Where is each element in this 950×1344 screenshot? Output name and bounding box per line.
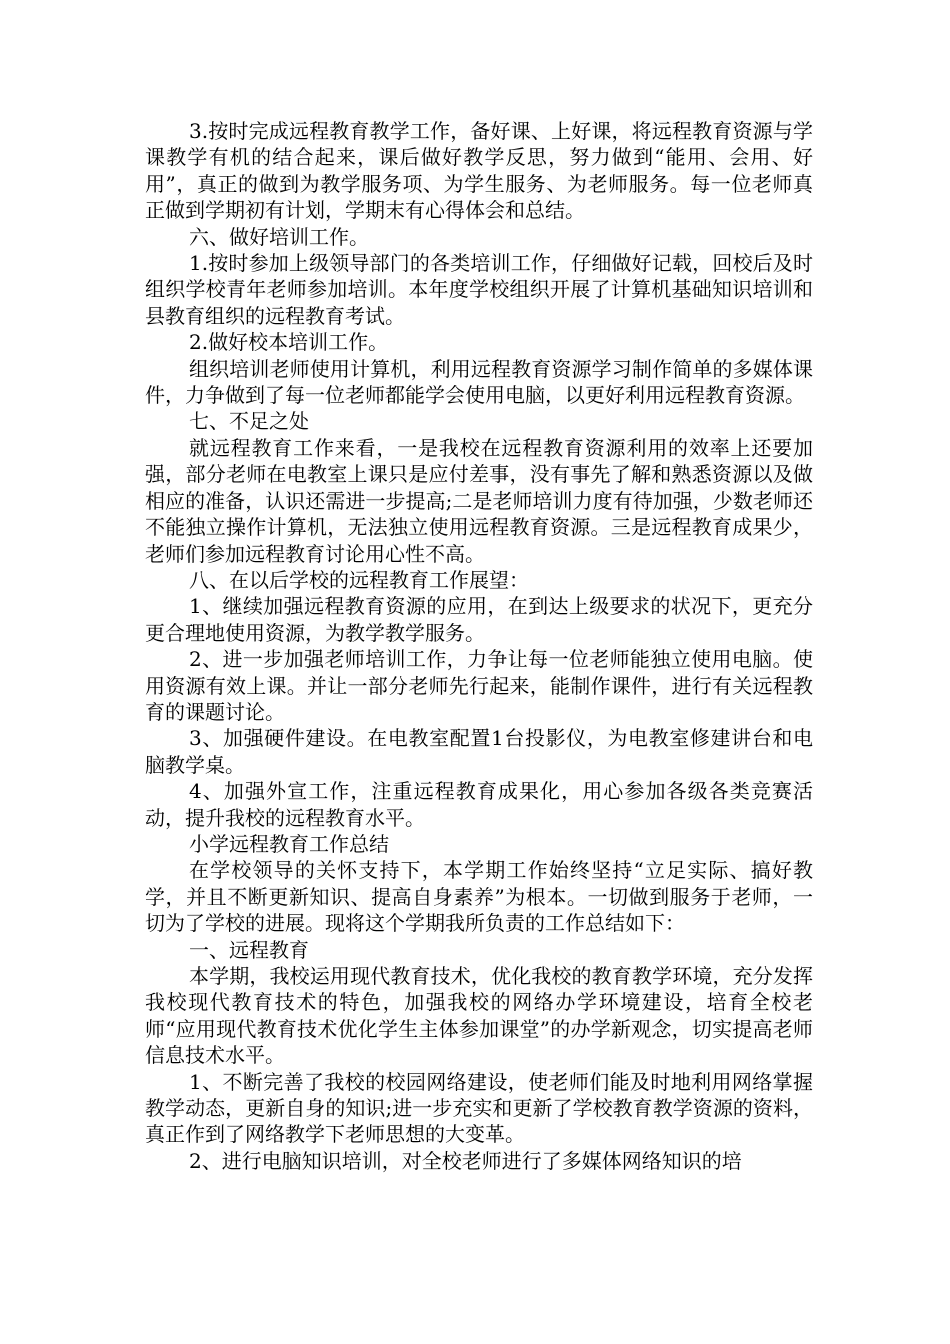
paragraph-school-training: 2.做好校本培训工作。: [189, 330, 389, 355]
document-page: [145, 118, 813, 1174]
paragraph-this-semester: 本学期，我校运用现代教育技术，优化我校的教育教学环境，充分发挥我校现代教育技术的特色，加强我校的网络办学环境建设，培育全校老师“应用现代教育技术优化学生主体参加课堂”的办学新观念，切实提高老师信息技术水平。: [145, 964, 813, 1068]
heading-shortcomings: 七、不足之处: [189, 409, 309, 434]
heading-training-work: 六、做好培训工作。: [189, 224, 369, 249]
paragraph-network-construction: 1、不断完善了我校的校园网络建设，使老师们能及时地利用网络掌握教学动态，更新自身的知识;进一步充实和更新了学校教育教学资源的资料，真正作到了网络教学下老师思想的大变革。: [145, 1069, 813, 1147]
paragraph-computer-knowledge-training: 2、进行电脑知识培训，对全校老师进行了多媒体网络知识的培: [189, 1148, 742, 1173]
paragraph-outlook-1: 1、继续加强远程教育资源的应用，在到达上级要求的状况下，更充分更合理地使用资源，为教学教学服务。: [145, 594, 813, 645]
section-title-summary: 小学远程教育工作总结: [189, 831, 389, 856]
paragraph-attend-training: 1.按时参加上级领导部门的各类培训工作，仔细做好记载，回校后及时组织学校青年老师参加培训。本年度学校组织开展了计算机基础知识培训和县教育组织的远程教育考试。: [145, 251, 813, 328]
paragraph-summary-intro: 在学校领导的关怀支持下，本学期工作始终坚持“立足实际、搞好教学，并且不断更新知识、提高自身素养”为根本。一切做到服务于老师，一切为了学校的进展。现将这个学期我所负责的工作总结如下：: [145, 858, 813, 936]
heading-remote-education: 一、远程教育: [189, 937, 309, 962]
paragraph-outlook-3: 3、加强硬件建设。在电教室配置1台投影仪，为电教室修建讲台和电脑教学桌。: [145, 726, 813, 777]
paragraph-remote-teaching-work: 3.按时完成远程教育教学工作，备好课、上好课，将远程教育资源与学课教学有机的结合起来，课后做好教学反思，努力做到“能用、会用、好用”，真正的做到为教学服务项、为学生服务、为老师服务。每一位老师真正做到学期初有计划，学期末有心得体会和总结。: [145, 119, 813, 223]
paragraph-shortcomings-detail: 就远程教育工作来看，一是我校在远程教育资源利用的效率上还要加强，部分老师在电教室上课只是应付差事，没有事先了解和熟悉资源以及做相应的准备，认识还需进一步提高;二是老师培训力度有待加强，少数老师还不能独立操作计算机，无法独立使用远程教育资源。三是远程教育成果少，老师们参加远程教育讨论用心性不高。: [145, 435, 813, 566]
paragraph-outlook-4: 4、加强外宣工作，注重远程教育成果化，用心参加各级各类竞赛活动，提升我校的远程教育水平。: [145, 779, 813, 830]
paragraph-outlook-2: 2、进一步加强老师培训工作，力争让每一位老师能独立使用电脑。使用资源有效上课。并让一部分老师先行起来，能制作课件，进行有关远程教育的课题讨论。: [145, 647, 813, 724]
paragraph-computer-training: 组织培训老师使用计算机，利用远程教育资源学习制作简单的多媒体课件，力争做到了每一位老师都能学会使用电脑，以更好利用远程教育资源。: [145, 356, 813, 408]
heading-outlook: 八、在以后学校的远程教育工作展望：: [189, 567, 529, 592]
